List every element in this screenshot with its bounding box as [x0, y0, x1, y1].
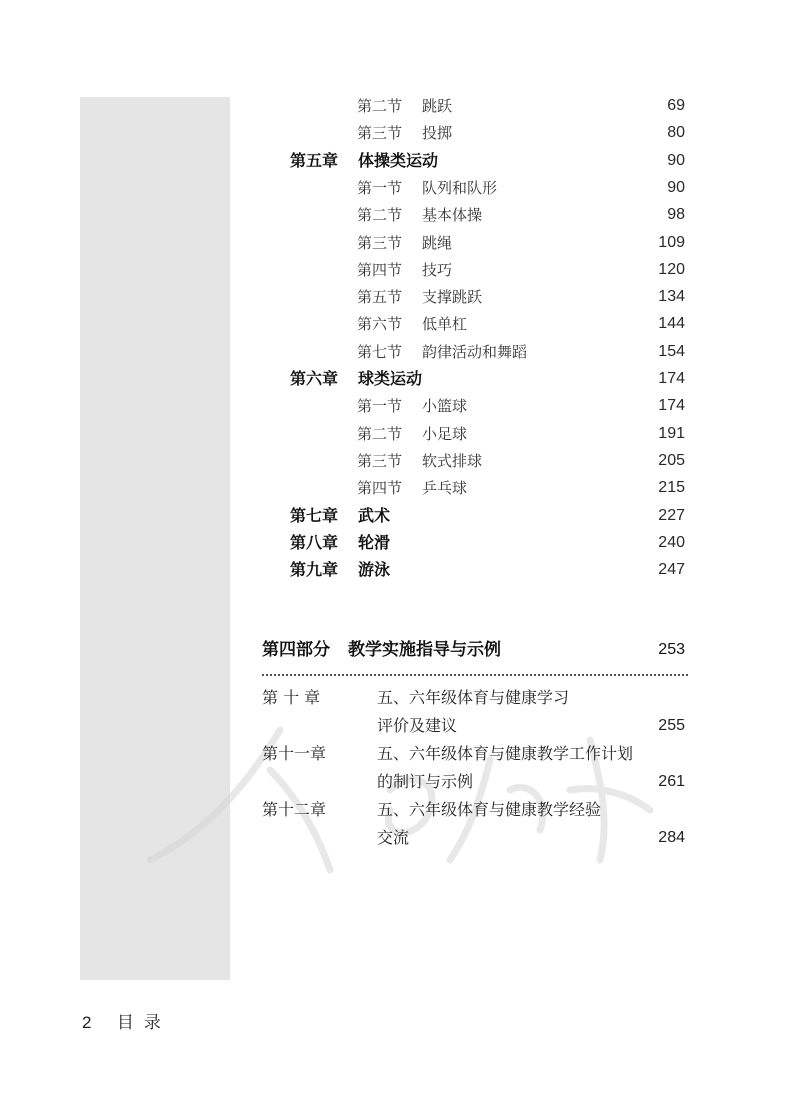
toc-title: 投掷 — [422, 124, 453, 143]
chapter-title-line1: 五、六年级体育与健康教学工作计划 — [377, 744, 634, 763]
footer-page-number: 2 — [82, 1013, 92, 1032]
toc-page: 191 — [658, 424, 685, 442]
toc-title: 小足球 — [422, 424, 468, 443]
chapter-title-line2: 的制订与示例 — [377, 772, 474, 791]
toc-title: 低单杠 — [422, 315, 468, 334]
toc-number: 第二节 — [357, 97, 403, 115]
toc-title: 软式排球 — [422, 451, 483, 470]
toc-number: 第九章 — [290, 560, 339, 580]
toc-chapter-row[interactable] — [290, 557, 685, 583]
toc-section-row[interactable] — [357, 202, 685, 228]
toc-page: 134 — [658, 288, 685, 306]
part-number: 第四部分 — [262, 640, 330, 660]
toc-section-row[interactable] — [357, 311, 685, 337]
chapter-number: 第十一章 — [262, 744, 327, 763]
toc-page: 227 — [658, 506, 685, 524]
toc-section-row[interactable] — [357, 421, 685, 447]
toc-section-row[interactable] — [357, 393, 685, 419]
toc-page: 109 — [658, 233, 685, 251]
toc-number: 第七章 — [290, 505, 339, 525]
toc-title: 基本体操 — [422, 206, 483, 225]
toc-page: 154 — [658, 342, 685, 360]
part-chapter-12[interactable] — [262, 796, 685, 852]
toc-number: 第四节 — [357, 479, 403, 498]
toc-section-row[interactable] — [357, 448, 685, 474]
part-title: 教学实施指导与示例 — [348, 640, 501, 660]
chapter-title-line1: 五、六年级体育与健康教学经验 — [377, 800, 602, 819]
chapter-page: 261 — [658, 773, 685, 790]
toc-section-row[interactable] — [357, 230, 685, 256]
toc-section-row[interactable] — [357, 284, 685, 310]
toc-number: 第三节 — [357, 451, 403, 470]
toc-number: 第五章 — [290, 150, 339, 170]
toc-title: 武术 — [358, 505, 391, 525]
toc-page: 98 — [667, 206, 685, 224]
toc-page: 247 — [658, 561, 685, 579]
toc-title: 游泳 — [358, 560, 391, 580]
toc-number: 第六节 — [357, 315, 403, 334]
toc-page: 174 — [658, 397, 685, 415]
toc-number: 第八章 — [290, 532, 339, 552]
toc-chapter-row[interactable] — [290, 366, 685, 392]
page-footer — [82, 1008, 171, 1033]
toc-title: 球类运动 — [358, 369, 423, 388]
toc-title: 队列和队形 — [422, 178, 498, 197]
footer-title: 目录 — [116, 1013, 171, 1033]
toc-number: 第二节 — [357, 424, 403, 443]
toc-title: 跳绳 — [422, 233, 453, 252]
part-heading[interactable] — [262, 636, 685, 664]
toc-title: 支撑跳跃 — [422, 288, 483, 307]
toc-number: 第六章 — [290, 369, 339, 388]
chapter-page: 255 — [658, 717, 685, 734]
part-page: 253 — [658, 641, 685, 658]
toc-page: 205 — [658, 451, 685, 469]
toc-title: 跳跃 — [422, 97, 453, 115]
toc-section-row[interactable] — [357, 475, 685, 501]
toc-number: 第五节 — [357, 288, 403, 307]
chapter-number: 第十二章 — [262, 800, 327, 819]
toc-page: 215 — [658, 479, 685, 497]
toc-number: 第一节 — [357, 397, 403, 416]
part-chapter-10[interactable] — [262, 684, 685, 740]
toc-number: 第一节 — [357, 178, 403, 197]
toc-number: 第三节 — [357, 233, 403, 252]
toc-title: 轮滑 — [358, 532, 391, 552]
toc-title: 小篮球 — [422, 397, 468, 416]
toc-page: 90 — [667, 151, 685, 169]
chapter-number: 第 十 章 — [262, 688, 321, 707]
toc-number: 第三节 — [357, 124, 403, 143]
chapter-title-line2: 评价及建议 — [377, 716, 458, 735]
part-chapter-11[interactable] — [262, 740, 685, 796]
toc-title: 技巧 — [422, 260, 453, 279]
toc-page: 120 — [658, 260, 685, 278]
toc-page: 90 — [667, 178, 685, 196]
sidebar-band — [80, 97, 230, 980]
toc-page: 174 — [658, 370, 685, 387]
toc-number: 第四节 — [357, 260, 403, 279]
toc-chapter-row[interactable] — [290, 503, 685, 529]
toc-page: 144 — [658, 315, 685, 333]
toc-title: 韵律活动和舞蹈 — [422, 342, 528, 361]
toc-number: 第二节 — [357, 206, 403, 225]
toc-section-row[interactable] — [357, 93, 685, 119]
toc-section-row[interactable] — [357, 257, 685, 283]
toc-chapter-row[interactable] — [290, 148, 685, 174]
chapter-page: 284 — [658, 829, 685, 846]
toc-chapter-row[interactable] — [290, 530, 685, 556]
toc-section-row[interactable] — [357, 339, 685, 365]
toc-section-row[interactable] — [357, 120, 685, 146]
toc-page: 240 — [658, 533, 685, 551]
chapter-title-line1: 五、六年级体育与健康学习 — [377, 688, 570, 707]
toc-title: 乒乓球 — [422, 479, 468, 498]
toc-page: 69 — [667, 97, 685, 114]
toc-number: 第七节 — [357, 342, 403, 361]
chapter-title-line2: 交流 — [377, 828, 410, 847]
toc-page: 80 — [667, 124, 685, 142]
toc-title: 体操类运动 — [358, 150, 439, 170]
dotted-divider — [262, 674, 688, 676]
toc-section-row[interactable] — [357, 175, 685, 201]
